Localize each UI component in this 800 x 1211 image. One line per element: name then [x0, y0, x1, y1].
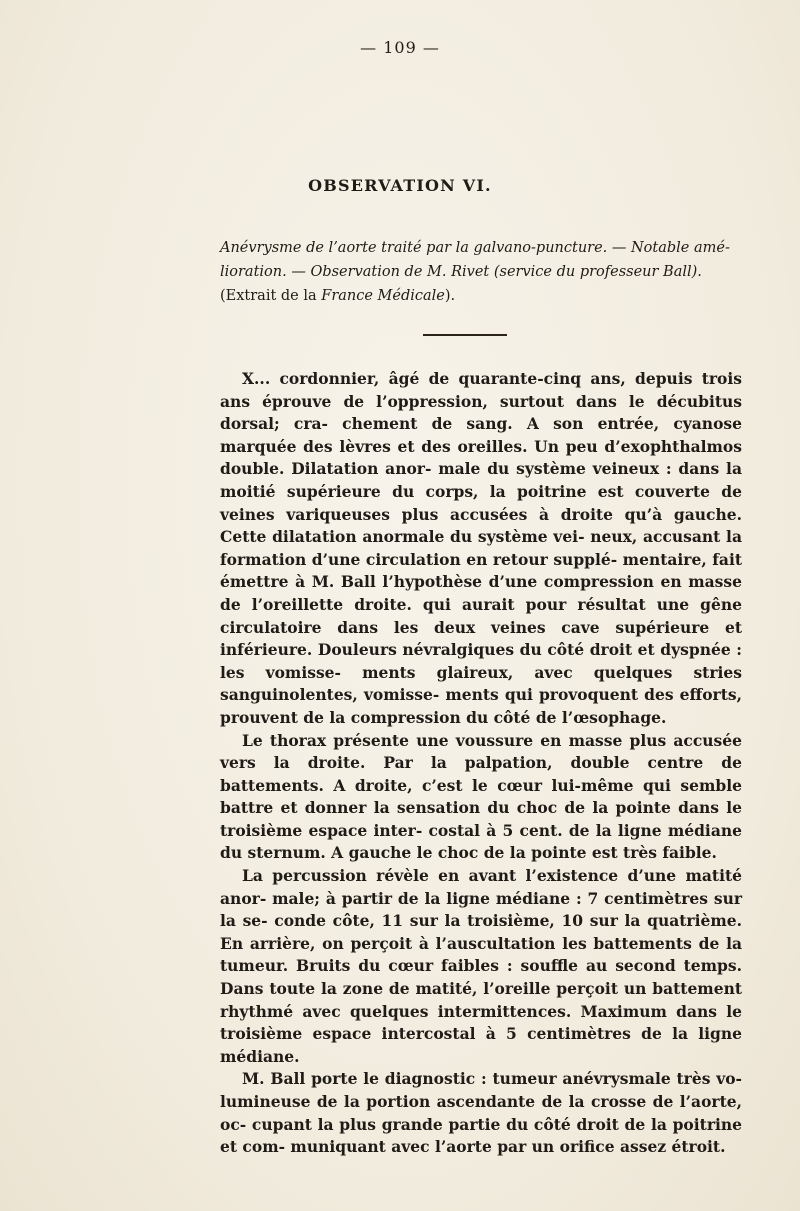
paragraph: M. Ball porte le diagnostic : tumeur anévrysmale très vo- lumineuse de la portion ascendante de la crosse de l’aorte, oc- cupant la plus grande partie du côté droit de la poitrine et com- muniquant avec l’aorte par un orifice assez étroit.	[220, 1069, 742, 1157]
summary-title: Anévrysme de l’aorte traité par la galvano-puncture. — Notable amé- lioration. — Observation de M. Rivet (service du professeur Ball).	[220, 240, 730, 280]
observation-body	[220, 368, 742, 1159]
source-prefix: (Extrait de la	[220, 288, 322, 304]
page-number: — 109 —	[360, 38, 440, 57]
paragraph: Le thorax présente une voussure en masse plus accusée vers la droite. Par la palpation, double centre de battements. A droite, c’est le cœur lui-même qui semble battre et donner la sensation du choc de la pointe dans le troisième espace inter- costal à 5 cent. de la ligne médiane du sternum. A gauche le choc de la pointe est très faible.	[220, 730, 742, 863]
section-divider	[423, 334, 507, 336]
source-journal: France Médicale	[321, 288, 445, 304]
paragraph: X... cordonnier, âgé de quarante-cinq ans, depuis trois ans éprouve de l’oppression, surtout dans le décubitus dorsal; cra- chement de sang. A son entrée, cyanose marquée des lèvres et des oreilles. Un peu d’exophthalmos double. Dilatation anor- male du système veineux : dans la moitié supérieure du corps, la poitrine est couverte de veines variqueuses plus accusées à droite qu’à gauche. Cette dilatation anormale du système vei- neux, accusant la formation d’une circulation en retour supplé- mentaire, fait émettre à M. Ball l’hypothèse d’une compression en masse de l’oreillette droite. qui aurait pour résultat une gêne circulatoire dans les deux veines cave supérieure et inférieure. Douleurs névralgiques du côté droit et dyspnée : les vomisse- ments glaireux, avec quelques stries sanguinolentes, vomisse- ments qui provoquent des efforts, prouvent de la compression du côté de l’œsophage.	[220, 369, 742, 727]
observation-heading: OBSERVATION VI.	[308, 176, 492, 195]
paragraph: La percussion révèle en avant l’existence d’une matité anor- male; à partir de la ligne médiane : 7 centimètres sur la se- conde côte, 11 sur la troisième, 10 sur la quatrième. En arrière, on perçoit à l’auscultation les battements de la tumeur. Bruits du cœur faibles : souffle au second temps. Dans toute la zone de matité, l’oreille perçoit un battement rhythmé avec quelques intermittences. Maximum dans le troisième espace intercostal à 5 centimètres de la ligne médiane.	[220, 866, 742, 1066]
source-suffix: ).	[444, 288, 456, 304]
source-note	[220, 288, 455, 304]
observation-summary	[220, 236, 740, 308]
